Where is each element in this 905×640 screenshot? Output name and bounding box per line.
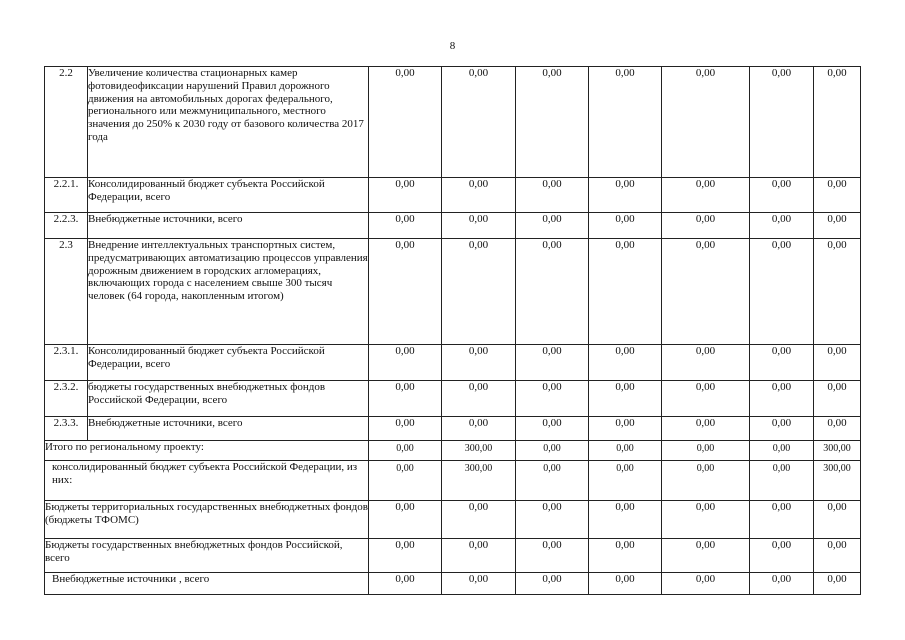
value-cell: 0,00 — [369, 461, 442, 501]
value-cell: 0,00 — [662, 417, 750, 441]
value-cell: 0,00 — [814, 381, 861, 417]
value-cell: 0,00 — [814, 239, 861, 345]
value-cell: 0,00 — [442, 573, 516, 595]
value-cell: 0,00 — [442, 213, 516, 239]
value-cell: 0,00 — [369, 539, 442, 573]
row-number: 2.2.3. — [45, 213, 88, 239]
value-cell: 300,00 — [442, 441, 516, 461]
value-cell: 0,00 — [442, 501, 516, 539]
table-row — [45, 345, 861, 381]
value-cell: 0,00 — [442, 67, 516, 178]
value-cell: 0,00 — [516, 417, 589, 441]
table-row — [45, 67, 861, 178]
value-cell: 0,00 — [750, 461, 814, 501]
value-cell: 300,00 — [814, 441, 861, 461]
value-cell: 0,00 — [589, 461, 662, 501]
value-cell: 0,00 — [589, 501, 662, 539]
value-cell: 300,00 — [814, 461, 861, 501]
value-cell: 0,00 — [814, 573, 861, 595]
value-cell: 0,00 — [662, 67, 750, 178]
value-cell: 0,00 — [662, 239, 750, 345]
value-cell: 0,00 — [589, 417, 662, 441]
value-cell: 0,00 — [516, 381, 589, 417]
value-cell: 0,00 — [516, 213, 589, 239]
value-cell: 0,00 — [516, 345, 589, 381]
value-cell: 0,00 — [589, 573, 662, 595]
table-row — [45, 381, 861, 417]
row-number: 2.3.3. — [45, 417, 88, 441]
value-cell: 0,00 — [589, 178, 662, 213]
row-number: 2.2 — [45, 67, 88, 178]
value-cell: 0,00 — [516, 178, 589, 213]
value-cell: 0,00 — [442, 178, 516, 213]
row-label: Внебюджетные источники, всего — [88, 213, 369, 239]
value-cell: 0,00 — [369, 441, 442, 461]
value-cell: 0,00 — [750, 381, 814, 417]
value-cell: 0,00 — [516, 67, 589, 178]
value-cell: 0,00 — [814, 501, 861, 539]
value-cell: 0,00 — [814, 345, 861, 381]
value-cell: 0,00 — [442, 239, 516, 345]
value-cell: 0,00 — [750, 213, 814, 239]
value-cell: 0,00 — [750, 501, 814, 539]
value-cell: 0,00 — [369, 213, 442, 239]
value-cell: 0,00 — [369, 239, 442, 345]
total-label: консолидированный бюджет субъекта Российской Федерации, из них: — [45, 461, 369, 501]
value-cell: 0,00 — [589, 213, 662, 239]
value-cell: 0,00 — [814, 67, 861, 178]
table-row — [45, 417, 861, 441]
row-number: 2.3.1. — [45, 345, 88, 381]
row-label: Консолидированный бюджет субъекта Российской Федерации, всего — [88, 345, 369, 381]
value-cell: 0,00 — [662, 461, 750, 501]
table-row — [45, 573, 861, 595]
row-label: Консолидированный бюджет субъекта Российской Федерации, всего — [88, 178, 369, 213]
value-cell: 0,00 — [662, 441, 750, 461]
page-number: 8 — [449, 40, 456, 52]
value-cell: 0,00 — [662, 178, 750, 213]
table-row — [45, 178, 861, 213]
value-cell: 0,00 — [662, 345, 750, 381]
value-cell: 0,00 — [750, 345, 814, 381]
value-cell: 0,00 — [442, 539, 516, 573]
value-cell: 0,00 — [516, 239, 589, 345]
value-cell: 0,00 — [589, 441, 662, 461]
value-cell: 0,00 — [589, 239, 662, 345]
row-label: бюджеты государственных внебюджетных фондов Российской Федерации, всего — [88, 381, 369, 417]
value-cell: 0,00 — [369, 501, 442, 539]
value-cell: 0,00 — [442, 345, 516, 381]
value-cell: 0,00 — [589, 67, 662, 178]
row-label: Внедрение интеллектуальных транспортных систем, предусматривающих автоматизацию процессов управления дорожным движением в городских агломерациях, включающих города с населением свыше 300 тысяч человек (64 города, накопленным итогом) — [88, 239, 369, 345]
value-cell: 0,00 — [516, 573, 589, 595]
table-row — [45, 213, 861, 239]
value-cell: 0,00 — [369, 345, 442, 381]
budget-table — [44, 66, 861, 595]
table-row — [45, 461, 861, 501]
value-cell: 0,00 — [589, 539, 662, 573]
row-label: Увеличение количества стационарных камер фотовидеофиксации нарушений Правил дорожного движения на автомобильных дорогах федерального, регионального или межмуниципального, местного значения до 250% к 2030 году от базового количества 2017 года — [88, 67, 369, 178]
table-row — [45, 539, 861, 573]
total-label: Бюджеты территориальных государственных внебюджетных фондов (бюджеты ТФОМС) — [45, 501, 369, 539]
value-cell: 0,00 — [750, 573, 814, 595]
value-cell: 0,00 — [442, 417, 516, 441]
value-cell: 0,00 — [589, 381, 662, 417]
value-cell: 0,00 — [369, 417, 442, 441]
total-label: Итого по региональному проекту: — [45, 441, 369, 461]
value-cell: 0,00 — [589, 345, 662, 381]
row-number: 2.3 — [45, 239, 88, 345]
table-row — [45, 441, 861, 461]
value-cell: 0,00 — [662, 381, 750, 417]
value-cell: 0,00 — [369, 67, 442, 178]
value-cell: 0,00 — [516, 461, 589, 501]
value-cell: 0,00 — [662, 539, 750, 573]
value-cell: 0,00 — [369, 381, 442, 417]
table-row — [45, 239, 861, 345]
value-cell: 0,00 — [369, 573, 442, 595]
value-cell: 0,00 — [369, 178, 442, 213]
value-cell: 0,00 — [662, 573, 750, 595]
value-cell: 0,00 — [750, 178, 814, 213]
value-cell: 0,00 — [750, 239, 814, 345]
value-cell: 0,00 — [516, 539, 589, 573]
value-cell: 0,00 — [516, 441, 589, 461]
value-cell: 0,00 — [814, 213, 861, 239]
row-number: 2.2.1. — [45, 178, 88, 213]
value-cell: 0,00 — [750, 67, 814, 178]
value-cell: 0,00 — [750, 539, 814, 573]
value-cell: 0,00 — [750, 417, 814, 441]
value-cell: 0,00 — [814, 178, 861, 213]
value-cell: 0,00 — [662, 501, 750, 539]
total-label: Бюджеты государственных внебюджетных фондов Российской, всего — [45, 539, 369, 573]
value-cell: 0,00 — [814, 539, 861, 573]
table-row — [45, 501, 861, 539]
value-cell: 0,00 — [662, 213, 750, 239]
value-cell: 0,00 — [516, 501, 589, 539]
row-label: Внебюджетные источники, всего — [88, 417, 369, 441]
value-cell: 0,00 — [750, 441, 814, 461]
value-cell: 300,00 — [442, 461, 516, 501]
total-label: Внебюджетные источники , всего — [45, 573, 369, 595]
value-cell: 0,00 — [814, 417, 861, 441]
row-number: 2.3.2. — [45, 381, 88, 417]
value-cell: 0,00 — [442, 381, 516, 417]
